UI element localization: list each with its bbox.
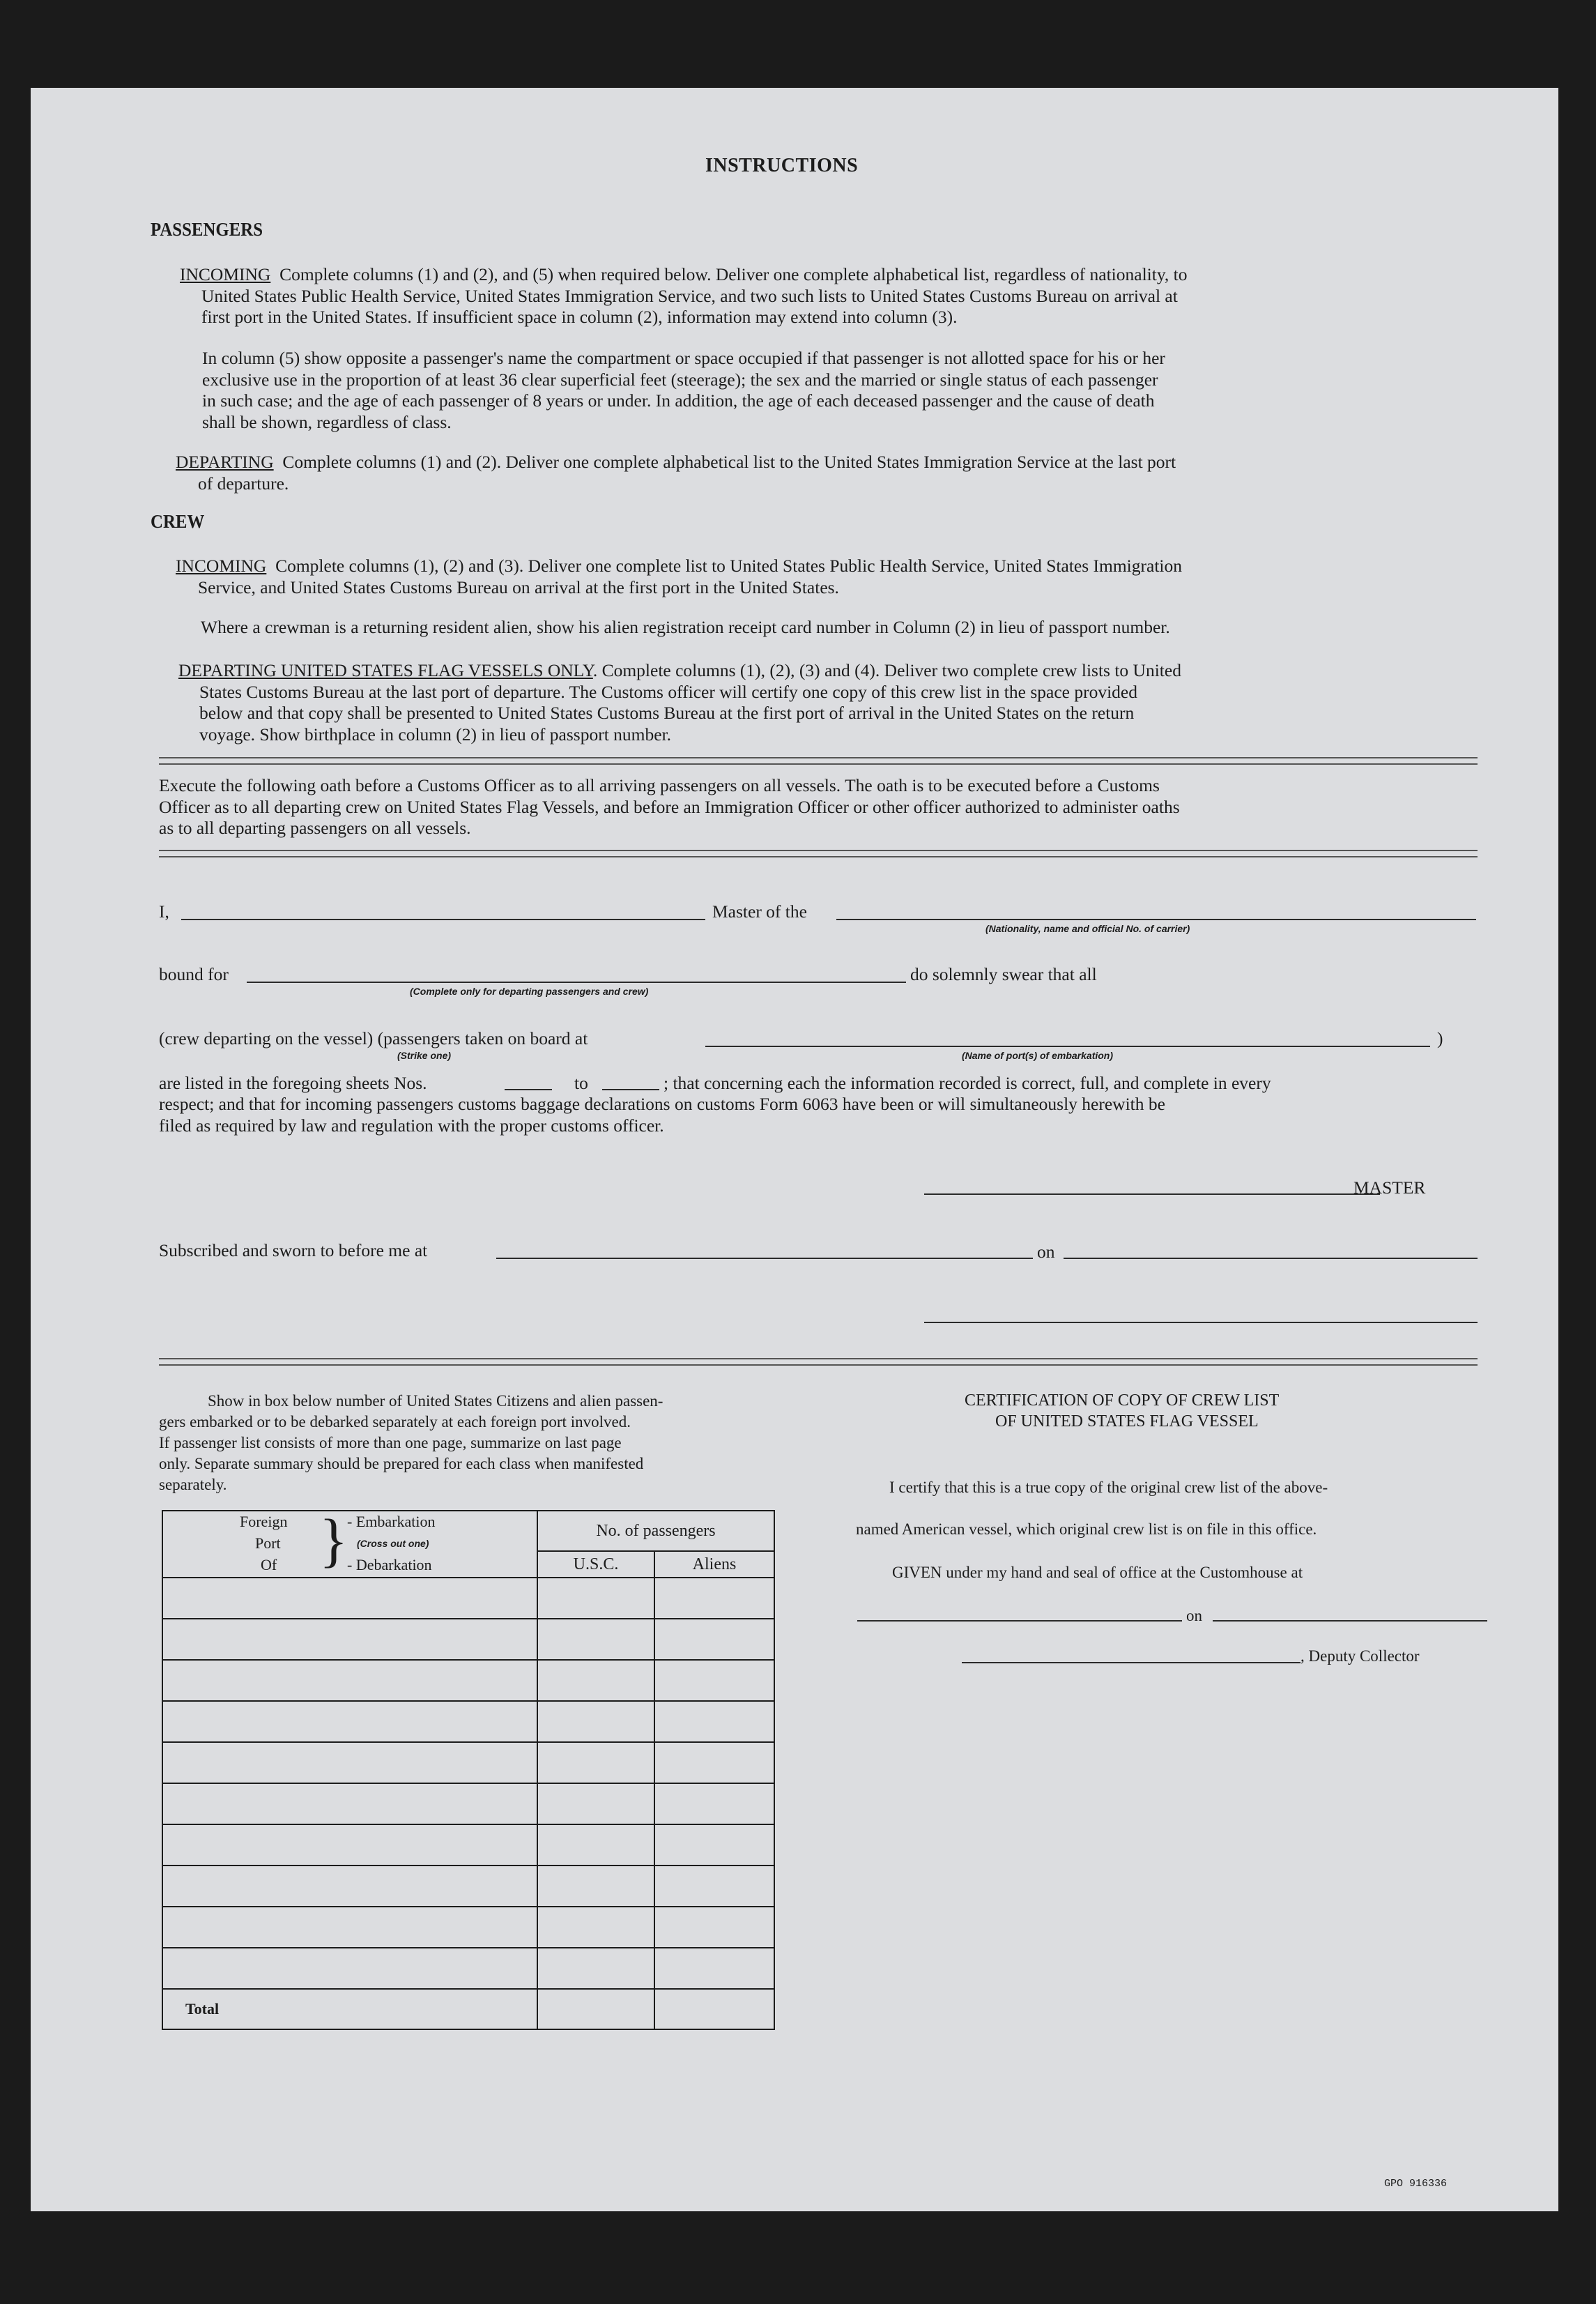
embarkation-label: - Embarkation [347,1513,436,1530]
usc-cell[interactable] [537,1619,654,1660]
master-name-field[interactable] [181,919,705,920]
usc-cell[interactable] [537,1578,654,1619]
usc-cell[interactable] [537,1824,654,1866]
certification-heading-1: CERTIFICATION OF COPY OF CREW LIST [965,1391,1280,1410]
respect-line: respect; and that for incoming passengers customs baggage declarations on customs Form 6063 have been or will simultaneously herewith be [159,1094,1165,1114]
summary-row [162,1907,774,1948]
port-caption: (Name of port(s) of embarkation) [962,1050,1114,1061]
summary-row [162,1742,774,1783]
usc-cell[interactable] [537,1701,654,1742]
officer-signature-field[interactable] [924,1322,1478,1323]
aliens-cell[interactable] [654,1907,774,1948]
oath-intro-line-2: Officer as to all departing crew on United States Flag Vessels, and before an Immigration Officer or other officer authorized to administer oaths [159,797,1180,817]
summary-row [162,1783,774,1824]
foreign-label: Foreign [240,1513,288,1530]
aliens-cell[interactable] [654,1578,774,1619]
sheet-to-field[interactable] [602,1089,659,1090]
aliens-cell[interactable] [654,1824,774,1866]
summary-rows [162,1578,774,1989]
brace-icon: } [319,1506,348,1573]
crew-departing-flag-text-1: . Complete columns (1), (2), (3) and (4). Deliver two complete crew lists to United [592,660,1181,680]
column5-line-2: exclusive use in the proportion of at least 36 clear superficial feet (steerage); the sex and the married or single status of each passenger [202,369,1158,390]
certification-on-label: on [1186,1607,1202,1624]
sworn-on-field[interactable] [1064,1258,1478,1259]
master-signature-field[interactable] [924,1193,1380,1195]
passengers-departing-line-1 [176,451,1176,473]
of-label: Of [261,1556,277,1573]
crew-departing-flag-line-2: States Customs Bureau at the last port of departure. The Customs officer will certify one copy of this crew list in the space provided [199,682,1137,702]
summary-row [162,1578,774,1619]
form-page [31,88,1558,2211]
crew-incoming-label: INCOMING [176,556,267,576]
total-usc-cell[interactable] [537,1989,654,2029]
summary-row [162,1660,774,1701]
passengers-incoming-label: INCOMING [180,264,271,284]
divider [159,757,1478,765]
summary-line-2: gers embarked or to be debarked separately at each foreign port involved. [159,1413,631,1431]
swear-label: do solemnly swear that all [910,964,1097,984]
deputy-collector-label: , Deputy Collector [1300,1647,1420,1665]
summary-row [162,1701,774,1742]
deputy-signature-field[interactable] [962,1662,1300,1663]
passengers-heading: PASSENGERS [151,219,263,240]
port-cell[interactable] [162,1701,537,1742]
crew-departing-flag-line-4: voyage. Show birthplace in column (2) in lieu of passport number. [199,724,672,745]
aliens-cell[interactable] [654,1948,774,1989]
aliens-cell[interactable] [654,1866,774,1907]
crew-incoming-line-1 [176,555,1182,577]
passengers-incoming-text-1: Complete columns (1) and (2), and (5) when required below. Deliver one complete alphabetical list, regardless of nationality, to [279,264,1188,284]
crew-departing-flag-label: DEPARTING UNITED STATES FLAG VESSELS ONLY [178,660,593,680]
usc-cell[interactable] [537,1948,654,1989]
summary-row [162,1824,774,1866]
passengers-incoming-line-3: first port in the United States. If insufficient space in column (2), information may extend into column (3). [201,307,958,327]
certification-line-3: GIVEN under my hand and seal of office at the Customhouse at [892,1564,1303,1581]
divider [159,1358,1478,1366]
aliens-cell[interactable] [654,1742,774,1783]
usc-cell[interactable] [537,1660,654,1701]
sheets-label: are listed in the foregoing sheets Nos. [159,1073,427,1093]
oath-intro-line-3: as to all departing passengers on all vessels. [159,818,471,838]
cross-out-label: (Cross out one) [357,1538,429,1549]
filed-line: filed as required by law and regulation with the proper customs officer. [159,1115,664,1136]
port-cell[interactable] [162,1660,537,1701]
passengers-incoming-line-1 [180,264,1188,285]
summary-line-3: If passenger list consists of more than one page, summarize on last page [159,1434,622,1451]
carrier-caption: (Nationality, name and official No. of carrier) [985,923,1190,934]
port-cell[interactable] [162,1742,537,1783]
carrier-field[interactable] [836,919,1476,920]
summary-line-5: separately. [159,1476,227,1493]
embarkation-port-field[interactable] [705,1046,1430,1047]
total-label: Total [162,1989,537,2029]
summary-row [162,1948,774,1989]
passengers-incoming-line-2: United States Public Health Service, United States Immigration Service, and two such lists to United States Customs Bureau on arrival at [201,286,1178,306]
aliens-header: Aliens [654,1551,774,1578]
passengers-departing-label: DEPARTING [176,452,274,472]
column5-line-4: shall be shown, regardless of class. [202,412,452,432]
passengers-departing-text-1: Complete columns (1) and (2). Deliver one complete alphabetical list to the United States Immigration Service at the last port [282,452,1176,472]
certification-heading-2: OF UNITED STATES FLAG VESSEL [995,1412,1259,1431]
aliens-cell[interactable] [654,1783,774,1824]
oath-i-label: I, [159,901,169,922]
total-aliens-cell[interactable] [654,1989,774,2029]
crew-departing-flag-line-3: below and that copy shall be presented to United States Customs Bureau at the first port of arrival in the United States on the return [199,703,1135,723]
port-cell[interactable] [162,1824,537,1866]
page-title: INSTRUCTIONS [705,155,859,176]
customhouse-field[interactable] [857,1620,1182,1622]
crew-incoming-text-1: Complete columns (1), (2) and (3). Deliver one complete list to United States Public Health Service, United States Immigration [275,556,1182,576]
certification-date-field[interactable] [1213,1620,1487,1622]
passenger-summary-table [162,1506,775,2030]
summary-line-1: Show in box below number of United States Citizens and alien passen- [208,1392,663,1410]
column5-line-3: in such case; and the age of each passenger of 8 years or under. In addition, the age of each deceased passenger and the cause of death [202,390,1155,411]
usc-cell[interactable] [537,1866,654,1907]
bound-for-field[interactable] [247,982,906,983]
port-cell[interactable] [162,1907,537,1948]
sworn-on-label: on [1037,1242,1055,1262]
summary-row [162,1619,774,1660]
certification-line-2: named American vessel, which original crew list is on file in this office. [856,1520,1317,1538]
crewman-line: Where a crewman is a returning resident alien, show his alien registration receipt card number in Column (2) in lieu of passport number. [201,617,1170,637]
usc-header: U.S.C. [537,1551,654,1578]
divider [159,850,1478,857]
port-cell[interactable] [162,1619,537,1660]
port-cell[interactable] [162,1866,537,1907]
crew-departing-label: (crew departing on the vessel) (passengers taken on board at [159,1028,588,1048]
sheets-to-label: to [574,1073,588,1093]
crew-heading: CREW [151,511,205,532]
bound-for-caption: (Complete only for departing passengers and crew) [410,986,649,997]
bound-for-label: bound for [159,964,229,984]
foreign-port-header [162,1506,537,1578]
passengers-departing-line-2: of departure. [198,473,289,494]
usc-cell[interactable] [537,1783,654,1824]
master-of-the-label: Master of the [712,901,807,922]
port-cell[interactable] [162,1783,537,1824]
sheet-from-field[interactable] [505,1089,552,1090]
close-paren: ) [1437,1028,1443,1048]
aliens-cell[interactable] [654,1619,774,1660]
summary-line-4: only. Separate summary should be prepared for each class when manifested [159,1455,644,1472]
crew-departing-flag-line-1 [178,659,1181,681]
sworn-at-field[interactable] [496,1258,1033,1259]
sheets-text: ; that concerning each the information recorded is correct, full, and complete in every [663,1073,1271,1093]
summary-row [162,1866,774,1907]
subscribed-label: Subscribed and sworn to before me at [159,1240,428,1260]
port-label: Port [255,1534,281,1552]
port-cell[interactable] [162,1578,537,1619]
footer-code: GPO 916336 [1384,2178,1448,2190]
column5-line-1: In column (5) show opposite a passenger's name the compartment or space occupied if that passenger is not allotted space for his or her [202,348,1165,368]
strike-caption: (Strike one) [397,1050,452,1061]
aliens-cell[interactable] [654,1701,774,1742]
oath-intro-line-1: Execute the following oath before a Customs Officer as to all arriving passengers on all vessels. The oath is to be executed before a Customs [159,775,1160,795]
usc-cell[interactable] [537,1907,654,1948]
no-passengers-header: No. of passengers [537,1511,774,1551]
certification-line-1: I certify that this is a true copy of the original crew list of the above- [889,1479,1328,1496]
crew-incoming-line-2: Service, and United States Customs Bureau on arrival at the first port in the United States. [198,577,839,597]
debarkation-label: - Debarkation [347,1556,432,1573]
usc-cell[interactable] [537,1742,654,1783]
master-label: MASTER [1353,1177,1426,1198]
port-cell[interactable] [162,1948,537,1989]
aliens-cell[interactable] [654,1660,774,1701]
